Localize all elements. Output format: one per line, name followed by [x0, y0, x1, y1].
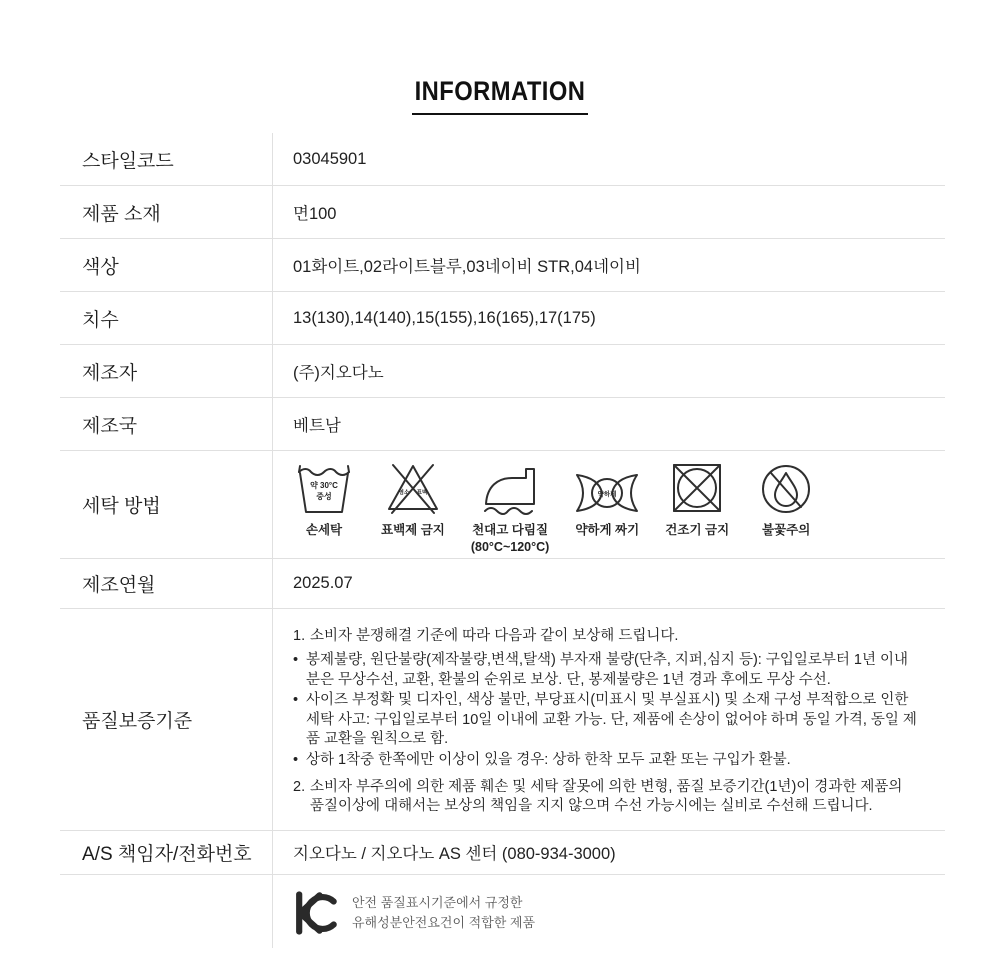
row-label: 제조국 — [60, 398, 273, 450]
row-label: 제조자 — [60, 345, 273, 397]
kc-certification-text: 안전 품질표시기준에서 규정한 유해성분안전요건이 적합한 제품 — [352, 895, 536, 931]
row-label: 스타일코드 — [60, 133, 273, 185]
wring-gently-icon — [575, 458, 639, 516]
row-label: 제조연월 — [60, 559, 273, 608]
row-label: 치수 — [60, 292, 273, 344]
wash-item-label: 표백제 금지 — [381, 523, 445, 538]
flame-caution-icon — [759, 458, 813, 516]
wash-item-hand-wash — [293, 458, 355, 538]
row-label: 세탁 방법 — [60, 451, 273, 558]
wash-item-label: 손세탁 — [305, 523, 343, 538]
header — [0, 0, 1000, 115]
row-value: (주)지오다노 — [293, 364, 384, 382]
row-label: 품질보증기준 — [60, 609, 273, 830]
table-row-washing-method — [60, 451, 945, 559]
warranty-item: • 상하 1착중 한쪽에만 이상이 있을 경우: 상하 한착 모두 교환 또는 구입가 환불. — [293, 751, 791, 768]
row-value: 면100 — [293, 205, 337, 223]
wash-item-flame — [755, 458, 817, 538]
row-value: 03045901 — [293, 149, 367, 168]
row-label: A/S 책임자/전화번호 — [60, 831, 273, 874]
svg-text:표백: 표백 — [416, 490, 428, 497]
iron-with-cloth-icon — [482, 458, 538, 516]
table-row-warranty — [60, 609, 945, 831]
no-bleach-icon — [383, 458, 443, 516]
page-title: INFORMATION — [412, 76, 588, 115]
wash-item-label: 약하게 짜기 — [575, 523, 640, 538]
wash-item-no-bleach — [381, 458, 445, 538]
wash-item-no-dryer — [665, 458, 729, 538]
warranty-item: • 사이즈 부정확 및 디자인, 색상 불만, 부당표시(미표시 및 부실표시) 및 소재 구성 부적합으로 인한 세탁 사고: 구입일로부터 10일 이내에 교환 가능. 단, 제품에 손상이 없어야 하며 동일 가격, 동일 제품 교환을 원칙으로 함. — [293, 692, 917, 748]
wash-icons — [293, 454, 817, 555]
hand-wash-icon — [296, 458, 352, 516]
row-value: 01화이트,02라이트블루,03네이비 STR,04네이비 — [293, 258, 641, 276]
warranty-item: 1. 소비자 분쟁해결 기준에 따라 다음과 같이 보상해 드립니다. — [293, 628, 679, 644]
wash-item-sublabel: (80°C~120°C) — [470, 539, 550, 554]
product-info-table — [60, 133, 945, 948]
table-row-color — [60, 239, 945, 292]
no-tumble-dry-icon — [669, 458, 725, 516]
svg-text:약 30°C: 약 30°C — [310, 481, 338, 491]
warranty-text — [273, 609, 945, 830]
row-value: 베트남 — [293, 417, 341, 435]
table-row-country — [60, 398, 945, 451]
svg-text:중성: 중성 — [316, 492, 332, 502]
svg-text:약하게: 약하게 — [597, 491, 617, 499]
table-row-as-contact — [60, 831, 945, 875]
warranty-item: • 봉제불량, 원단불량(제작불량,변색,탈색) 부자재 불량(단추, 지퍼,심지 등): 구입일로부터 1년 이내분은 무상수선, 교환, 환불의 순위로 보상. 단, 봉제불량은 1년 경과 후에도 무상 수선. — [293, 652, 909, 688]
wash-item-label: 천대고 다림질 — [472, 523, 549, 538]
row-value: 2025.07 — [293, 574, 353, 592]
wash-item-label: 건조기 금지 — [665, 523, 730, 538]
row-label: 색상 — [60, 239, 273, 291]
row-value: 지오다노 / 지오다노 AS 센터 (080-934-3000) — [293, 845, 616, 864]
svg-text:염소: 염소 — [398, 490, 410, 497]
row-label-empty — [60, 875, 273, 948]
row-value: 13(130),14(140),15(155),16(165),17(175) — [293, 308, 596, 327]
table-row-manufacturer — [60, 345, 945, 398]
table-row-kc-certification — [60, 875, 945, 948]
table-row-manufacture-date — [60, 559, 945, 609]
table-row-style-code — [60, 133, 945, 186]
wash-item-iron — [471, 458, 549, 555]
warranty-item: 2. 소비자 부주의에 의한 제품 훼손 및 세탁 잘못에 의한 변형, 품질 보증기간(1년)이 경과한 제품의 품질이상에 대해서는 보상의 책임을 지지 않으며 수선 가능시에는 실비로 수선해 드립니다. — [293, 778, 903, 815]
wash-item-label: 불꽃주의 — [762, 523, 811, 538]
table-row-material — [60, 186, 945, 239]
table-row-size — [60, 292, 945, 345]
row-label: 제품 소재 — [60, 186, 273, 238]
wash-item-wring — [575, 458, 639, 538]
kc-certification-mark-icon — [293, 889, 339, 937]
